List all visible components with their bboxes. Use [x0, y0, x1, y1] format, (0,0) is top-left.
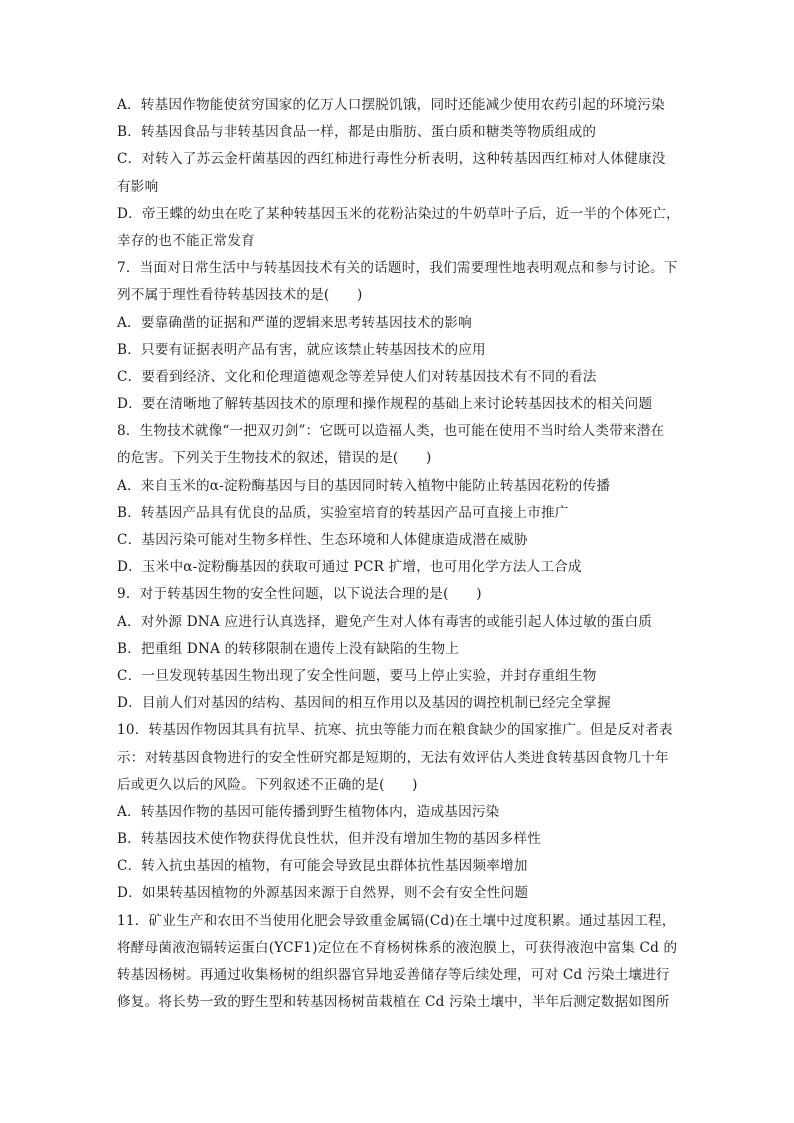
question-11-stem-line3: 转基因杨树。再通过收集杨树的组织器官异地妥善储存等后续处理，可对 Cd 污染土壤进行 [117, 967, 670, 983]
option-9d: D．目前人们对基因的结构、基因间的相互作用以及基因的调控机制已经完全掌握 [117, 695, 611, 712]
option-6c-line2: 有影响 [117, 178, 159, 195]
option-8d: D．玉米中α-淀粉酶基因的获取可通过 PCR 扩增，也可用化学方法人工合成 [117, 559, 582, 576]
option-6a: A．转基因作物能使贫穷国家的亿万人口摆脱饥饿，同时还能减少使用农药引起的环境污染 [117, 97, 665, 113]
option-10d: D．如果转基因植物的外源基因来源于自然界，则不会有安全性问题 [117, 885, 529, 902]
option-8b: B．转基因产品具有优良的品质，实验室培育的转基因产品可直接上市推广 [117, 504, 569, 521]
question-8-stem-line1: 8．生物技术就像“一把双刃剑”：它既可以造福人类，也可能在使用不当时给人类带来潜在 [117, 423, 665, 440]
question-9-stem: 9．对于转基因生物的安全性问题，以下说法合理的是( ) [117, 586, 482, 603]
option-7d: D．要在清晰地了解转基因技术的原理和操作规程的基础上来讨论转基因技术的相关问题 [117, 396, 653, 413]
option-8c: C．基因污染可能对生物多样性、生态环境和人体健康造成潜在威胁 [117, 532, 528, 548]
option-9c: C．一旦发现转基因生物出现了安全性问题，要马上停止实验，并封存重组生物 [117, 667, 597, 684]
option-9a: A．对外源 DNA 应进行认真选择，避免产生对人体有毒害的或能引起人体过敏的蛋白质 [117, 613, 653, 630]
option-8a: A．来自玉米的α-淀粉酶基因与目的基因同时转入植物中能防止转基因花粉的传播 [117, 477, 611, 494]
question-11-stem-line1: 11．矿业生产和农田不当使用化肥会导致重金属镉(Cd)在土壤中过度积累。通过基因工程， [117, 912, 676, 929]
question-7-stem-line1: 7．当面对日常生活中与转基因技术有关的话题时，我们需要理性地表明观点和参与讨论。下 [117, 260, 678, 277]
option-7a: A．要靠确凿的证据和严谨的逻辑来思考转基因技术的影响 [117, 314, 472, 331]
option-10a: A．转基因作物的基因可能传播到野生植物体内，造成基因污染 [117, 803, 500, 820]
question-11-stem-line4: 修复。将长势一致的野生型和转基因杨树苗栽植在 Cd 污染土壤中，半年后测定数据如图所 [117, 994, 670, 1011]
option-9b: B．把重组 DNA 的转移限制在遗传上没有缺陷的生物上 [117, 640, 460, 657]
option-7b: B．只要有证据表明产品有害，就应该禁止转基因技术的应用 [117, 341, 486, 358]
question-7-stem-line2: 列不属于理性看待转基因技术的是( ) [117, 287, 363, 304]
question-8-stem-line2: 的危害。下列关于生物技术的叙述，错误的是( ) [117, 450, 432, 467]
option-6b: B．转基因食品与非转基因食品一样，都是由脂肪、蛋白质和糖类等物质组成的 [117, 124, 597, 141]
question-10-stem-line3: 后或更久以后的风险。下列叙述不正确的是( ) [117, 776, 418, 793]
document-page [117, 92, 682, 1016]
option-7c: C．要看到经济、文化和伦理道德观念等差异使人们对转基因技术有不同的看法 [117, 368, 597, 385]
option-6d-line2: 幸存的也不能正常发育 [117, 232, 255, 249]
question-10-stem-line2: 示：对转基因食物进行的安全性研究都是短期的，无法有效评估人类进食转基因食物几十年 [117, 749, 669, 766]
question-11-stem-line2: 将酵母菌液泡镉转运蛋白(YCF1)定位在不育杨树株系的液泡膜上，可获得液泡中富集 Cd 的 [117, 939, 678, 956]
option-10c: C．转入抗虫基因的植物，有可能会导致昆虫群体抗性基因频率增加 [117, 858, 528, 875]
option-6c-line1: C．对转入了苏云金杆菌基因的西红柿进行毒性分析表明，这种转基因西红柿对人体健康没 [117, 151, 666, 168]
option-10b: B．转基因技术使作物获得优良性状，但并没有增加生物的基因多样性 [117, 831, 541, 848]
question-10-stem-line1: 10．转基因作物因其具有抗旱、抗寒、抗虫等能力而在粮食缺少的国家推广。但是反对者表 [117, 722, 673, 739]
option-6d-line1: D．帝王蝶的幼虫在吃了某种转基因玉米的花粉沾染过的牛奶草叶子后，近一半的个体死亡， [117, 205, 680, 222]
